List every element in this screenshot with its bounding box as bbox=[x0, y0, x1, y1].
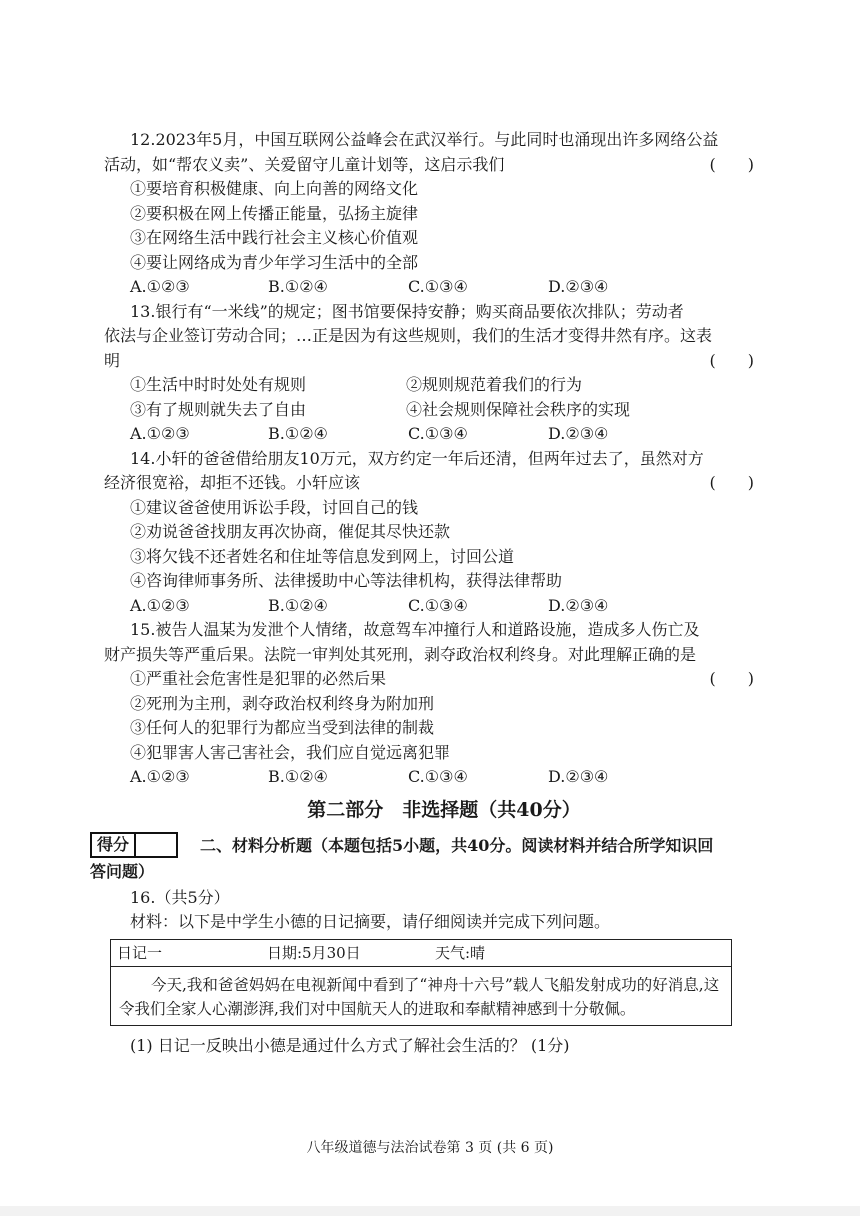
item: ③在网络生活中践行社会主义核心价值观 bbox=[130, 228, 419, 247]
score-box bbox=[90, 832, 178, 858]
page-footer: 八年级道德与法治试卷第 3 页 (共 6 页) bbox=[306, 1140, 554, 1156]
option-d: D.②③④ bbox=[548, 277, 609, 296]
items-row bbox=[104, 398, 754, 423]
options-row bbox=[104, 275, 754, 300]
material-intro: 材料：以下是中学生小德的日记摘要，请仔细阅读并完成下列问题。 bbox=[130, 912, 611, 931]
score-blank[interactable] bbox=[136, 834, 176, 856]
question-12 bbox=[104, 128, 754, 300]
option-d: D.②③④ bbox=[548, 767, 609, 786]
page-content bbox=[90, 128, 754, 1058]
option-b: B.①②④ bbox=[268, 277, 328, 296]
item: ②劝说爸爸找朋友再次协商，催促其尽快还款 bbox=[130, 522, 451, 541]
item: ④社会规则保障社会秩序的实现 bbox=[406, 399, 631, 419]
question-14 bbox=[104, 447, 754, 619]
diary-date: 日期:5月30日 bbox=[267, 943, 361, 962]
item: ①严重社会危害性是犯罪的必然后果 ( ) bbox=[104, 667, 754, 692]
option-a: A.①②③ bbox=[130, 767, 190, 786]
item: ④要让网络成为青少年学习生活中的全部 bbox=[130, 252, 419, 272]
options-row bbox=[104, 594, 754, 619]
option-b: B.①②④ bbox=[268, 767, 328, 786]
option-c: C.①③④ bbox=[408, 595, 468, 615]
option-a: A.①②③ bbox=[130, 277, 190, 296]
question-stem-cont: 经济很宽裕，却拒不还钱。小轩应该 ( ) bbox=[104, 471, 754, 496]
items-row bbox=[104, 373, 754, 398]
item: ②要积极在网上传播正能量，弘扬主旋律 bbox=[130, 203, 419, 223]
question-stem-cont: 活动，如“帮农义卖”、关爱留守儿童计划等，这启示我们 ( ) bbox=[104, 153, 754, 178]
item: ②规则规范着我们的行为 bbox=[406, 375, 583, 394]
item: ④咨询律师事务所、法律援助中心等法律机构，获得法律帮助 bbox=[130, 571, 563, 590]
section-heading-cont: 答问题） bbox=[90, 861, 155, 881]
part-two-title: 第二部分 非选择题（共40分） bbox=[307, 798, 581, 821]
item: ①要培育积极健康、向上向善的网络文化 bbox=[130, 179, 419, 198]
answer-bracket: ( ) bbox=[709, 154, 754, 174]
question-15 bbox=[104, 618, 754, 790]
sub-question-1: (1) 日记一反映出小德是通过什么方式了解社会生活的？ (1分) bbox=[130, 1035, 570, 1055]
item: ④犯罪害人害己害社会，我们应自觉远离犯罪 bbox=[130, 742, 451, 762]
item: ①生活中时时处处有规则 bbox=[130, 375, 307, 394]
question-stem-cont: 明 ( ) bbox=[104, 349, 754, 374]
option-c: C.①③④ bbox=[408, 424, 468, 443]
item: ①建议爸爸使用诉讼手段，讨回自己的钱 bbox=[130, 497, 419, 517]
question-stem: 12.2023年5月，中国互联网公益峰会在武汉举行。与此同时也涌现出许多网络公益 bbox=[130, 130, 719, 149]
question-13 bbox=[104, 300, 754, 447]
question-number: 16.（共5分） bbox=[130, 887, 230, 907]
question-stem: 13.银行有“一米线”的规定；图书馆要保持安静；购买商品要依次排队；劳动者 bbox=[130, 301, 684, 321]
section-header bbox=[96, 832, 754, 860]
diary-weather: 天气:晴 bbox=[435, 943, 486, 962]
options-row bbox=[104, 765, 754, 790]
option-d: D.②③④ bbox=[548, 424, 609, 443]
bottom-strip bbox=[0, 1206, 860, 1216]
option-c: C.①③④ bbox=[408, 767, 468, 786]
diary-header bbox=[111, 940, 731, 967]
question-stem-cont: 财产损失等严重后果。法院一审判处其死刑，剥夺政治权利终身。对此理解正确的是 bbox=[104, 644, 697, 664]
question-16 bbox=[104, 886, 754, 1059]
diary-text: 今天,我和爸爸妈妈在电视新闻中看到了“神舟十六号”载人飞船发射成功的好消息,这令我们全家人心潮澎湃,我们对中国航天人的进取和奉献精神感到十分敬佩。 bbox=[119, 975, 720, 1018]
item: ②死刑为主刑，剥夺政治权利终身为附加刑 bbox=[130, 693, 435, 713]
option-c: C.①③④ bbox=[408, 277, 468, 296]
score-label: 得分 bbox=[92, 834, 136, 856]
option-d: D.②③④ bbox=[548, 595, 609, 615]
section-heading: 二、材料分析题（本题包括5小题，共40分。阅读材料并结合所学知识回 bbox=[200, 835, 714, 855]
question-stem-cont: 依法与企业签订劳动合同；…正是因为有这些规则，我们的生活才变得井然有序。这表 bbox=[104, 326, 713, 345]
option-b: B.①②④ bbox=[268, 595, 328, 615]
item: ③有了规则就失去了自由 bbox=[130, 399, 307, 419]
answer-bracket: ( ) bbox=[709, 350, 754, 370]
diary-box bbox=[110, 939, 732, 1026]
question-stem: 15.被告人温某为发泄个人情绪，故意驾车冲撞行人和道路设施，造成多人伤亡及 bbox=[130, 620, 700, 639]
option-b: B.①②④ bbox=[268, 424, 328, 443]
item: ③任何人的犯罪行为都应当受到法律的制裁 bbox=[130, 718, 435, 737]
item: ③将欠钱不还者姓名和住址等信息发到网上，讨回公道 bbox=[130, 546, 515, 566]
diary-body bbox=[111, 967, 731, 1025]
diary-title: 日记一 bbox=[117, 943, 163, 962]
answer-bracket: ( ) bbox=[709, 669, 754, 688]
option-a: A.①②③ bbox=[130, 424, 190, 443]
answer-bracket: ( ) bbox=[709, 473, 754, 492]
question-stem: 14.小轩的爸爸借给朋友10万元，双方约定一年后还清，但两年过去了，虽然对方 bbox=[130, 448, 704, 468]
option-a: A.①②③ bbox=[130, 595, 190, 615]
options-row bbox=[104, 422, 754, 447]
